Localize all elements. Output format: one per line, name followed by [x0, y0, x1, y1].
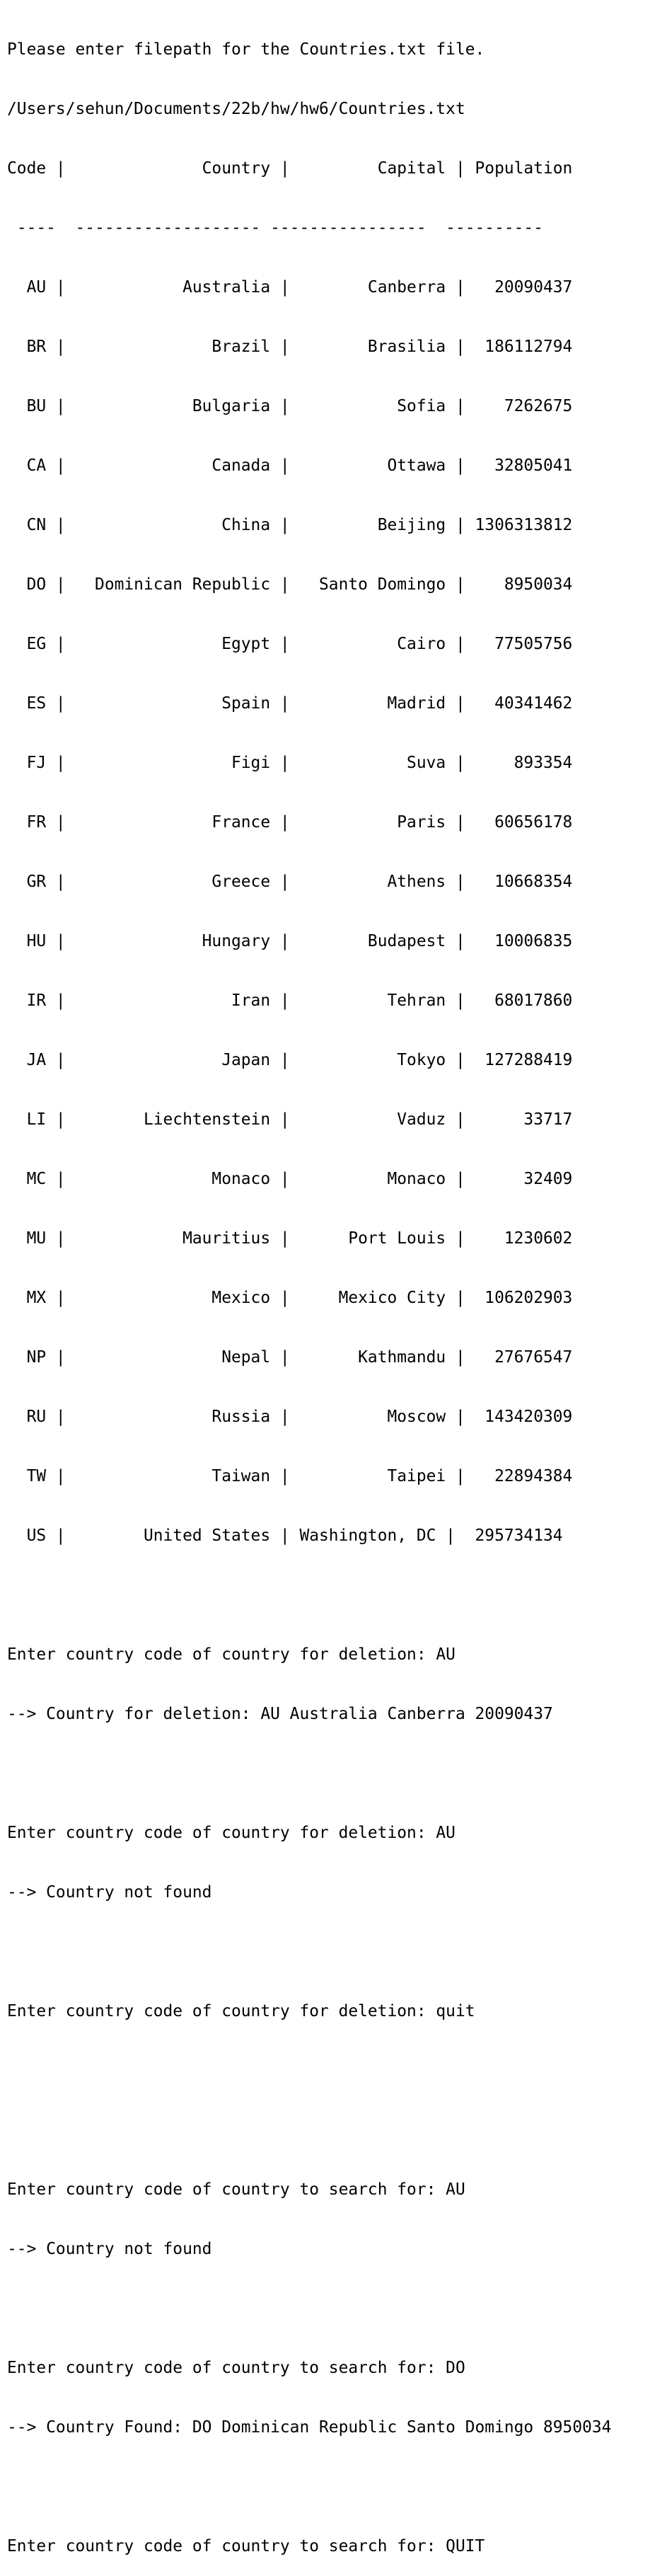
terminal-output	[7, 0, 647, 2576]
table-row: MX | Mexico | Mexico City | 106202903	[7, 1289, 573, 1307]
table-row: NP | Nepal | Kathmandu | 27676547	[7, 1348, 573, 1367]
table-header-separator: ---- ------------------- ---------------- ----------	[7, 219, 543, 237]
table-header: Code | Country | Capital | Population	[7, 159, 573, 178]
blank-line	[7, 2299, 647, 2318]
table-row: AU | Australia | Canberra | 20090437	[7, 278, 573, 297]
table-row: TW | Taiwan | Taipei | 22894384	[7, 1467, 573, 1485]
deletion-prompt: Enter country code of country for deletion: quit	[7, 2002, 475, 2020]
table-row: US | United States | Washington, DC | 295734134	[7, 1526, 563, 1545]
search-prompt: Enter country code of country to search for: DO	[7, 2359, 465, 2377]
deletion-prompt: Enter country code of country for deletion: AU	[7, 1645, 455, 1664]
table-row: JA | Japan | Tokyo | 127288419	[7, 1051, 573, 1069]
search-prompt: Enter country code of country to search for: AU	[7, 2180, 465, 2199]
table-row: EG | Egypt | Cairo | 77505756	[7, 635, 573, 653]
filepath-input-echo: /Users/sehun/Documents/22b/hw/hw6/Countries.txt	[7, 100, 465, 118]
table-row: FR | France | Paris | 60656178	[7, 813, 573, 832]
table-row: CA | Canada | Ottawa | 32805041	[7, 456, 573, 475]
search-result: --> Country not found	[7, 2240, 212, 2258]
search-prompt: Enter country code of country to search for: QUIT	[7, 2537, 485, 2555]
table-row: ES | Spain | Madrid | 40341462	[7, 694, 573, 713]
table-row: IR | Iran | Tehran | 68017860	[7, 991, 573, 1010]
blank-line	[7, 1764, 647, 1783]
blank-line	[7, 2061, 647, 2081]
prompt-filepath: Please enter filepath for the Countries.txt file.	[7, 40, 485, 59]
search-result: --> Country Found: DO Dominican Republic Santo Domingo 8950034	[7, 2418, 612, 2437]
blank-line	[7, 2477, 647, 2497]
blank-line	[7, 1585, 647, 1605]
deletion-result: --> Country not found	[7, 1883, 212, 1902]
table-row: FJ | Figi | Suva | 893354	[7, 754, 573, 772]
deletion-prompt: Enter country code of country for deletion: AU	[7, 1824, 455, 1842]
table-row: GR | Greece | Athens | 10668354	[7, 873, 573, 891]
table-row: HU | Hungary | Budapest | 10006835	[7, 932, 573, 950]
table-row: LI | Liechtenstein | Vaduz | 33717	[7, 1110, 573, 1129]
blank-line	[7, 2120, 647, 2140]
blank-line	[7, 1942, 647, 1962]
table-row: BR | Brazil | Brasilia | 186112794	[7, 338, 573, 356]
table-row: MC | Monaco | Monaco | 32409	[7, 1170, 573, 1188]
table-row: CN | China | Beijing | 1306313812	[7, 516, 573, 534]
table-row: RU | Russia | Moscow | 143420309	[7, 1408, 573, 1426]
table-row: BU | Bulgaria | Sofia | 7262675	[7, 397, 573, 415]
deletion-result: --> Country for deletion: AU Australia Canberra 20090437	[7, 1705, 553, 1723]
table-row: MU | Mauritius | Port Louis | 1230602	[7, 1229, 573, 1248]
table-row: DO | Dominican Republic | Santo Domingo | 8950034	[7, 575, 573, 594]
